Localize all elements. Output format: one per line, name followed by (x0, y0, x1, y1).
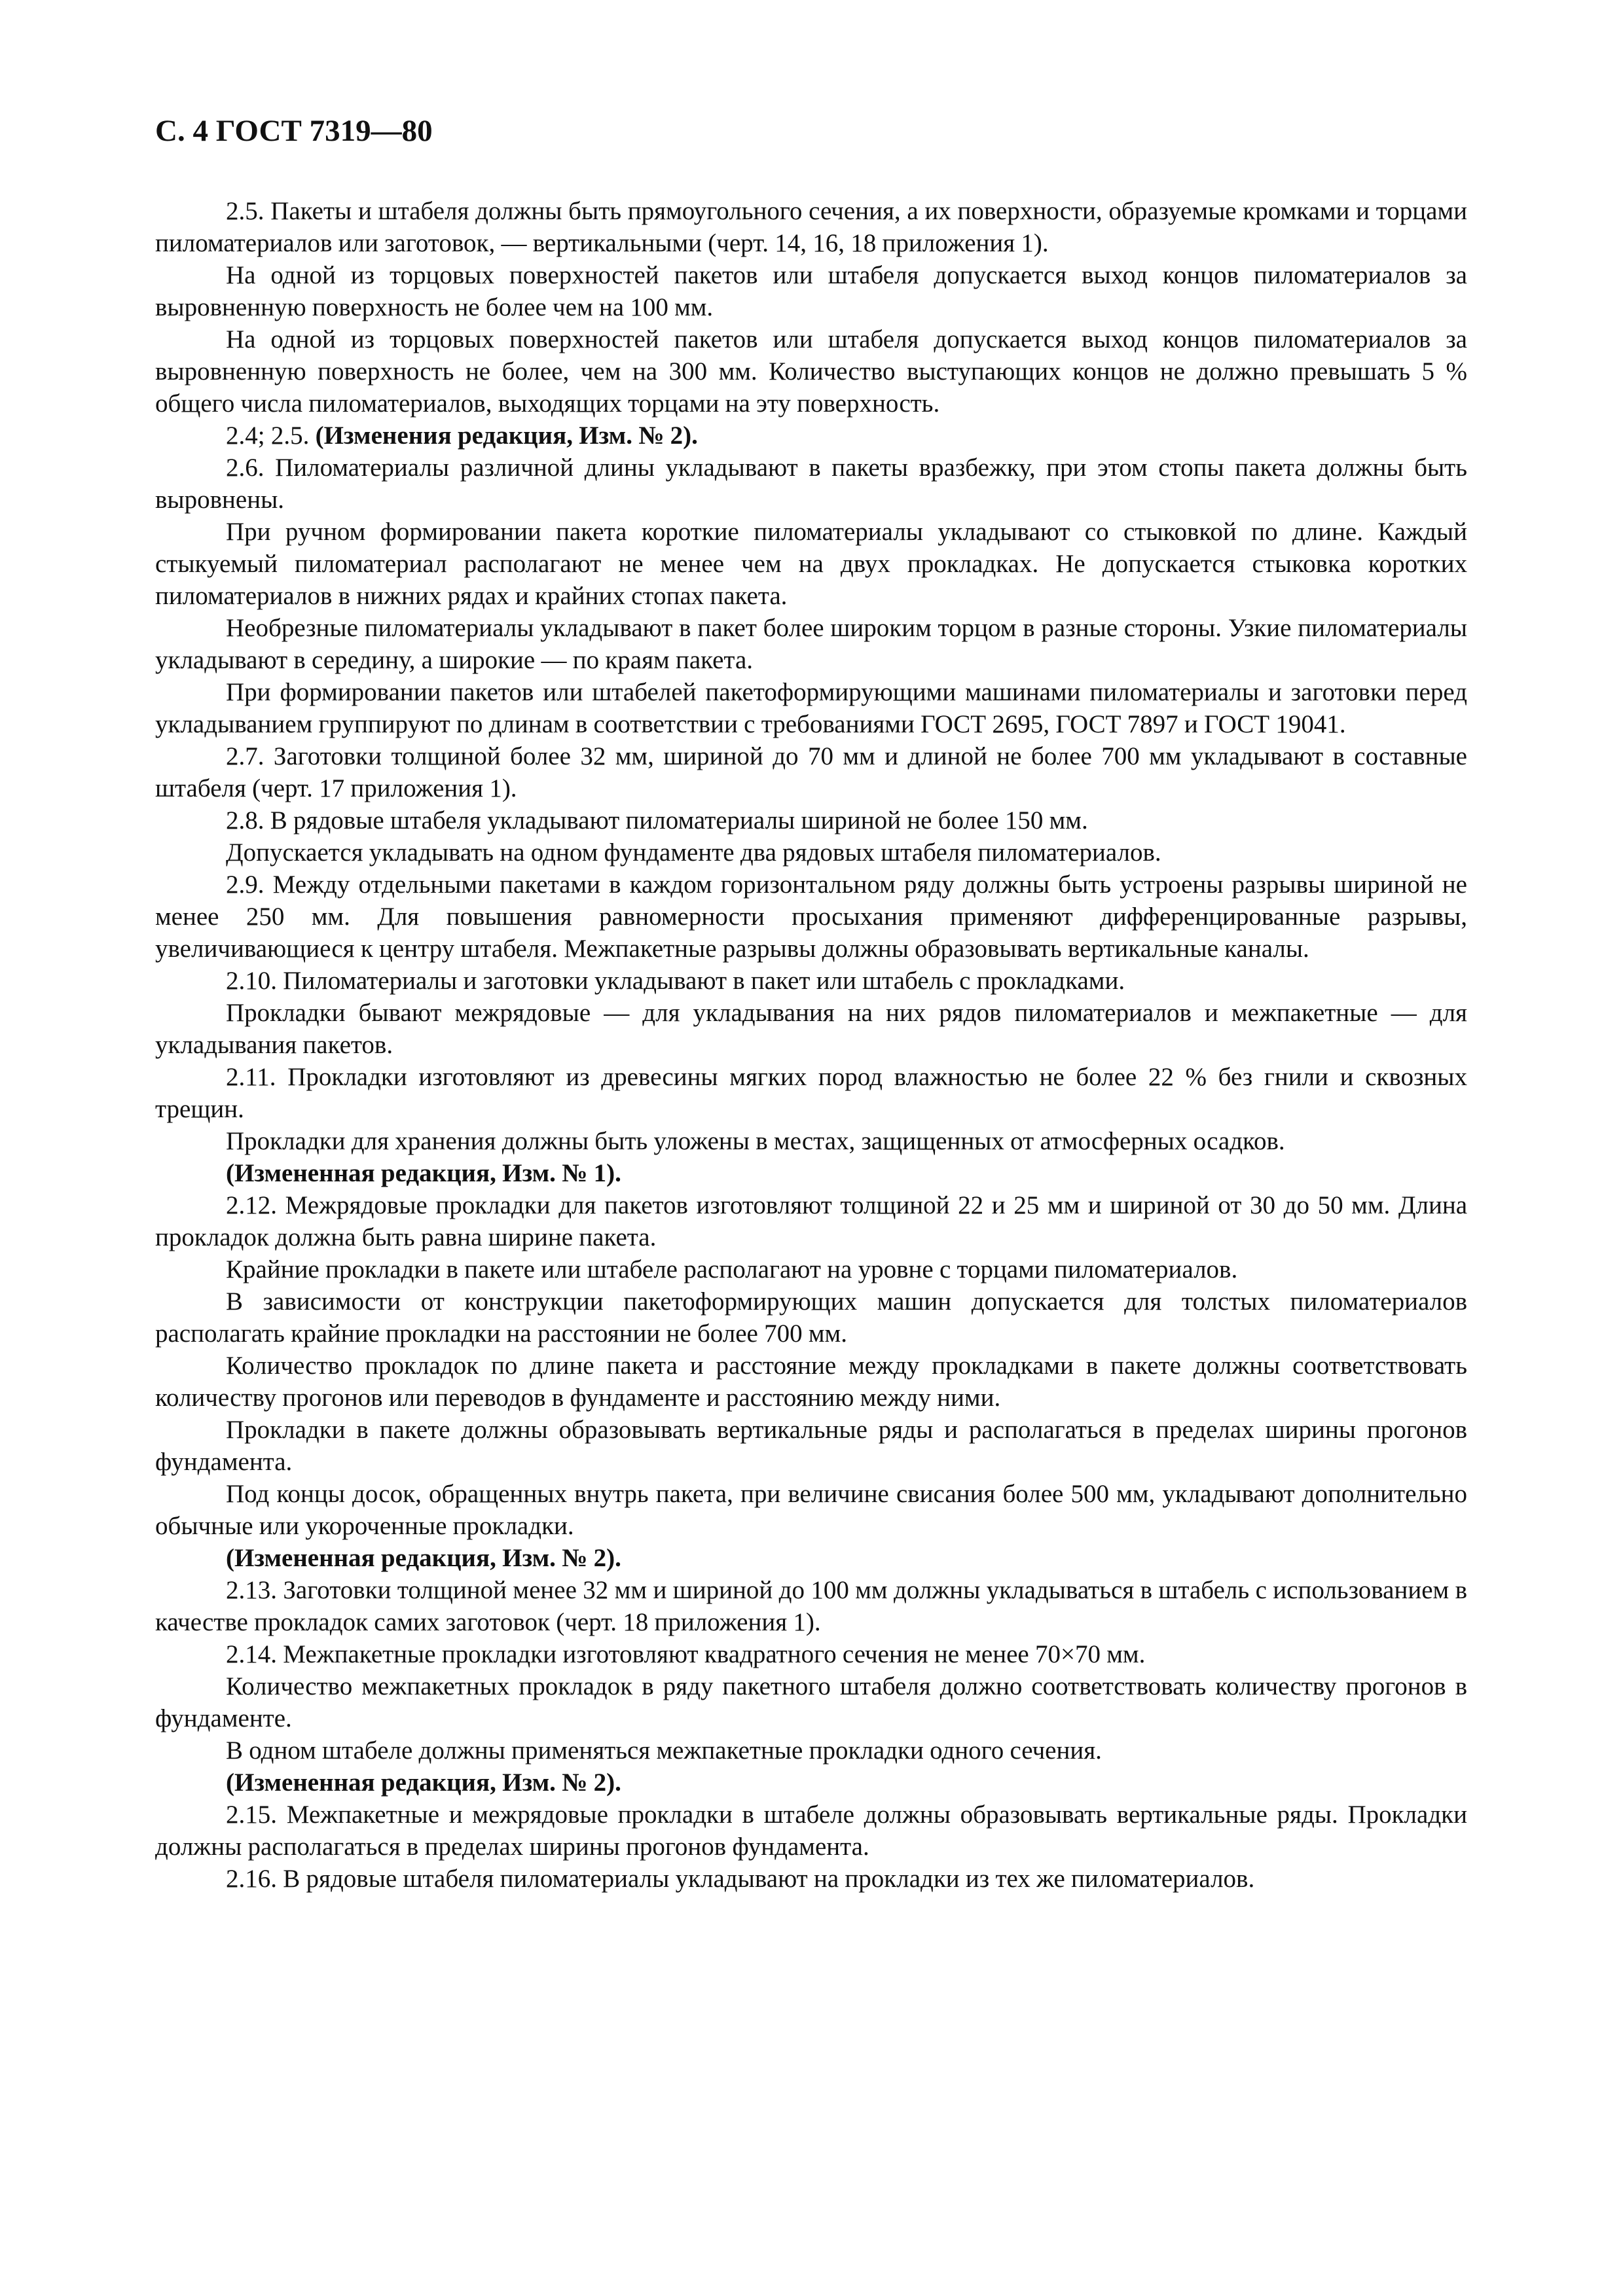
paragraph-text: 2.8. В рядовые штабеля укладывают пиломатериалы шириной не более 150 мм. (226, 806, 1088, 834)
paragraph-text: Прокладки в пакете должны образовывать вертикальные ряды и располагаться в пределах ширины прогонов фундамента. (155, 1416, 1467, 1476)
paragraph-2-14 (155, 1638, 1467, 1670)
amendment-bold: (Измененная редакция, Изм. № 1). (226, 1159, 621, 1187)
amendment-bold: (Измененная редакция, Изм. № 2). (226, 1544, 621, 1572)
paragraph-2-11 (155, 1061, 1467, 1125)
paragraph-text: Допускается укладывать на одном фундаменте два рядовых штабеля пиломатериалов. (226, 838, 1161, 867)
paragraph (155, 1350, 1467, 1414)
paragraph-text: 2.14. Межпакетные прокладки изготовляют квадратного сечения не менее 70×70 мм. (226, 1640, 1146, 1668)
paragraph (155, 1478, 1467, 1542)
paragraph-text: Прокладки бывают межрядовые — для укладывания на них рядов пиломатериалов и межпакетные — для укладывания пакетов. (155, 999, 1467, 1059)
paragraph-2-13 (155, 1574, 1467, 1638)
paragraph-2-8 (155, 804, 1467, 836)
paragraph-text: На одной из торцовых поверхностей пакетов или штабеля допускается выход концов пиломатериалов за выровненную поверхность не более чем на 100 мм. (155, 261, 1467, 321)
paragraph-text: 2.15. Межпакетные и межрядовые прокладки в штабеле должны образовывать вертикальные ряды. Прокладки должны располагаться в пределах ширины прогонов фундамента. (155, 1801, 1467, 1861)
paragraph (155, 1734, 1467, 1767)
paragraph-text: 2.16. В рядовые штабеля пиломатериалы укладывают на прокладки из тех же пиломатериалов. (226, 1865, 1255, 1893)
paragraph-text: 2.13. Заготовки толщиной менее 32 мм и шириной до 100 мм должны укладываться в штабель с использованием в качестве прокладок самих заготовок (черт. 18 приложения 1). (155, 1576, 1467, 1636)
paragraph (155, 997, 1467, 1061)
paragraph-2-9 (155, 869, 1467, 965)
paragraph-text: 2.12. Межрядовые прокладки для пакетов изготовляют толщиной 22 и 25 мм и шириной от 30 до 50 мм. Длина прокладок должна быть равна ширине пакета. (155, 1191, 1467, 1251)
paragraph-text: В зависимости от конструкции пакетоформирующих машин допускается для толстых пиломатериалов располагать крайние прокладки на расстоянии не более 700 мм. (155, 1287, 1467, 1348)
paragraph (155, 323, 1467, 420)
paragraph-text: 2.7. Заготовки толщиной более 32 мм, шириной до 70 мм и длиной не более 700 мм укладывают в составные штабеля (черт. 17 приложения 1). (155, 742, 1467, 802)
paragraph-text: Необрезные пиломатериалы укладывают в пакет более широким торцом в разные стороны. Узкие пиломатериалы укладывают в середину, а широкие — по краям пакета. (155, 614, 1467, 674)
paragraph (155, 1414, 1467, 1478)
amendment-note (155, 1157, 1467, 1189)
paragraph-text: 2.5. Пакеты и штабеля должны быть прямоугольного сечения, а их поверхности, образуемые кромками и торцами пиломатериалов или заготовок, — вертикальными (черт. 14, 16, 18 приложения 1). (155, 197, 1467, 257)
amendment-note (155, 420, 1467, 452)
paragraph (155, 516, 1467, 612)
paragraph-text: 2.9. Между отдельными пакетами в каждом горизонтальном ряду должны быть устроены разрывы шириной не менее 250 мм. Для повышения равномерности просыхания применяют дифференцированные разрывы, увеличивающиеся к центру штабеля. Межпакетные разрывы должны образовывать вертикальные каналы. (155, 870, 1467, 963)
paragraph (155, 259, 1467, 323)
paragraph-text: В одном штабеле должны применяться межпакетные прокладки одного сечения. (226, 1736, 1102, 1765)
amendment-bold: (Изменения редакция, Изм. № 2). (315, 422, 698, 450)
paragraph (155, 612, 1467, 676)
paragraph-2-12 (155, 1189, 1467, 1253)
paragraph-text: Крайние прокладки в пакете или штабеле располагают на уровне с торцами пиломатериалов. (226, 1255, 1238, 1283)
paragraph-2-7 (155, 740, 1467, 804)
paragraph-text: Количество прокладок по длине пакета и расстояние между прокладками в пакете должны соответствовать количеству прогонов или переводов в фундаменте и расстоянию между ними. (155, 1352, 1467, 1412)
paragraph-text: 2.4; 2.5. (226, 422, 316, 450)
amendment-bold: (Измененная редакция, Изм. № 2). (226, 1768, 621, 1797)
paragraph-text: При формировании пакетов или штабелей пакетоформирующими машинами пиломатериалы и заготовки перед укладыванием группируют по длинам в соответствии с требованиями ГОСТ 2695, ГОСТ 7897 и ГОСТ 19041. (155, 678, 1467, 738)
paragraph-text: Прокладки для хранения должны быть уложены в местах, защищенных от атмосферных осадков. (226, 1127, 1285, 1155)
paragraph (155, 1670, 1467, 1734)
paragraph-2-5 (155, 195, 1467, 259)
paragraph-2-6 (155, 452, 1467, 516)
running-head: С. 4 ГОСТ 7319—80 (155, 114, 433, 148)
paragraph-2-16 (155, 1863, 1467, 1895)
paragraph-text: 2.10. Пиломатериалы и заготовки укладывают в пакет или штабель с прокладками. (226, 967, 1125, 995)
paragraph (155, 1125, 1467, 1157)
paragraph (155, 836, 1467, 869)
paragraph (155, 1285, 1467, 1350)
paragraph (155, 676, 1467, 740)
paragraph-2-10 (155, 965, 1467, 997)
paragraph-text: 2.6. Пиломатериалы различной длины укладывают в пакеты вразбежку, при этом стопы пакета должны быть выровнены. (155, 454, 1467, 514)
paragraph-text: При ручном формировании пакета короткие пиломатериалы укладывают со стыковкой по длине. Каждый стыкуемый пиломатериал располагают не менее чем на двух прокладках. Не допускается стыковка коротких пиломатериалов в нижних рядах и крайних стопах пакета. (155, 518, 1467, 610)
paragraph-2-15 (155, 1799, 1467, 1863)
amendment-note (155, 1767, 1467, 1799)
amendment-note (155, 1542, 1467, 1574)
paragraph-text: 2.11. Прокладки изготовляют из древесины мягких пород влажностью не более 22 % без гнили и сквозных трещин. (155, 1063, 1467, 1123)
paragraph (155, 1253, 1467, 1285)
paragraph-text: Под концы досок, обращенных внутрь пакета, при величине свисания более 500 мм, укладывают дополнительно обычные или укороченные прокладки. (155, 1480, 1467, 1540)
document-body (155, 195, 1467, 1895)
paragraph-text: Количество межпакетных прокладок в ряду пакетного штабеля должно соответствовать количеству прогонов в фундаменте. (155, 1672, 1467, 1732)
paragraph-text: На одной из торцовых поверхностей пакетов или штабеля допускается выход концов пиломатериалов за выровненную поверхность не более, чем на 300 мм. Количество выступающих концов не должно превышать 5 % общего числа пиломатериалов, выходящих торцами на эту поверхность. (155, 325, 1467, 418)
